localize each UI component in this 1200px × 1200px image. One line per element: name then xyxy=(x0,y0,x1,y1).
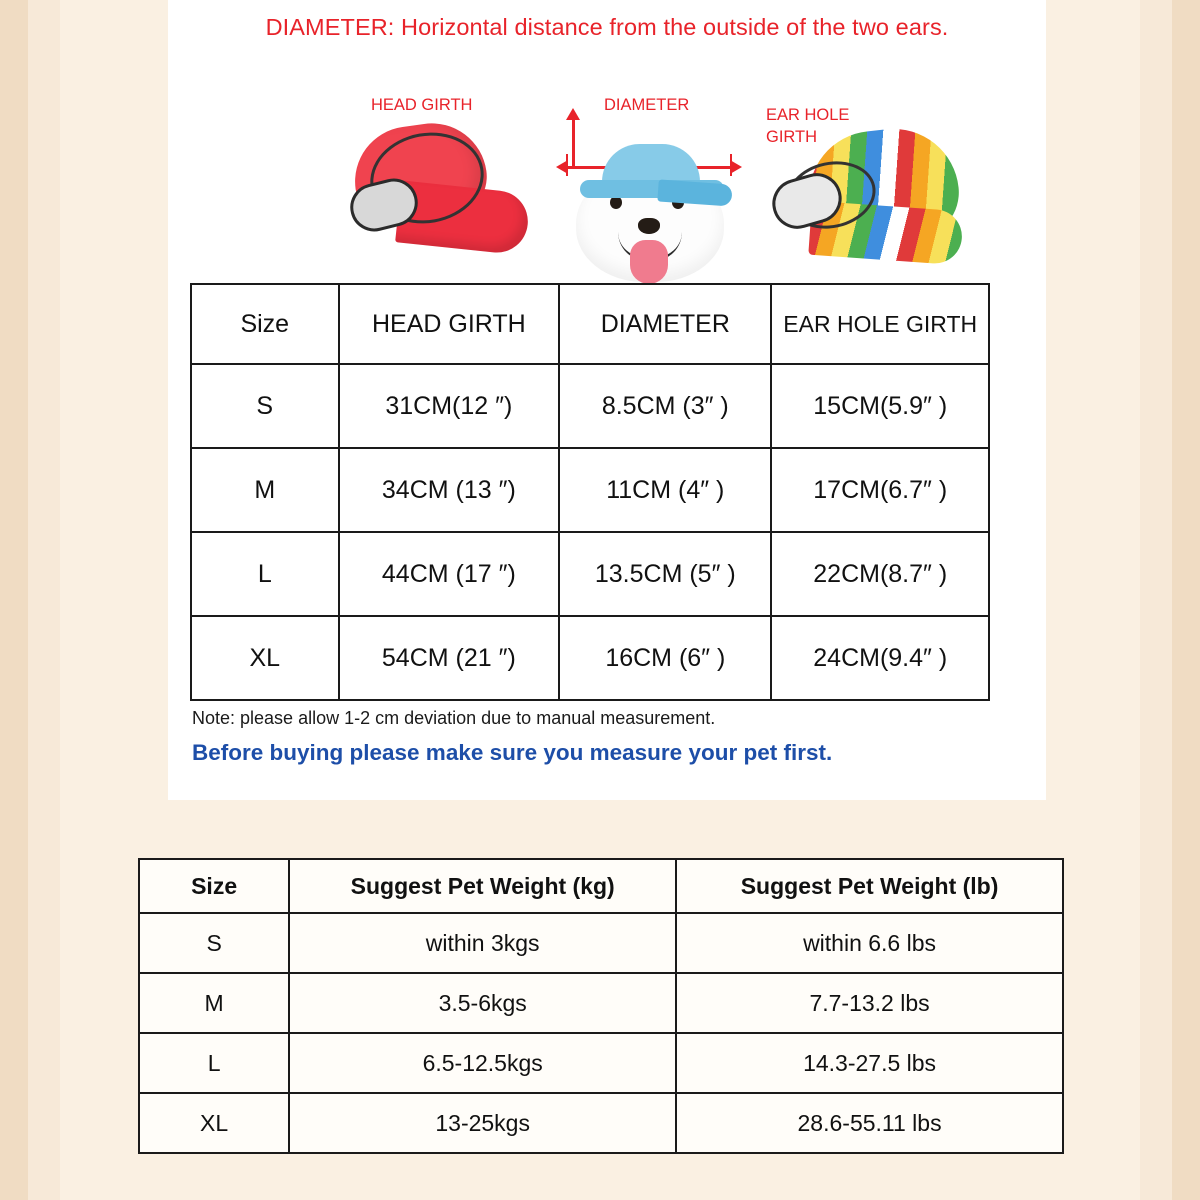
table-header-row xyxy=(191,284,989,364)
cell-size: XL xyxy=(139,1093,289,1153)
cell-ear-hole-girth: 24CM(9.4″ ) xyxy=(771,616,989,700)
suggested-weight-table xyxy=(138,858,1064,1154)
cell-ear-hole-girth: 22CM(8.7″ ) xyxy=(771,532,989,616)
cell-weight-lb: 7.7-13.2 lbs xyxy=(676,973,1063,1033)
red-cap-illustration xyxy=(346,125,532,260)
cell-ear-hole-girth: 17CM(6.7″ ) xyxy=(771,448,989,532)
cell-diameter: 16CM (6″ ) xyxy=(559,616,771,700)
dog-with-blue-hat-illustration xyxy=(558,110,748,282)
cell-size: S xyxy=(191,364,339,448)
table-row xyxy=(139,913,1063,973)
table-row xyxy=(191,448,989,532)
cell-weight-kg: 6.5-12.5kgs xyxy=(289,1033,676,1093)
rainbow-cap-illustration xyxy=(756,128,966,268)
cell-head-girth: 31CM(12 ″) xyxy=(339,364,560,448)
diameter-label: DIAMETER xyxy=(604,96,690,114)
cell-size: M xyxy=(191,448,339,532)
table-row xyxy=(139,1033,1063,1093)
cell-diameter: 13.5CM (5″ ) xyxy=(559,532,771,616)
cell-size: M xyxy=(139,973,289,1033)
cell-head-girth: 44CM (17 ″) xyxy=(339,532,560,616)
cell-weight-lb: 28.6-55.11 lbs xyxy=(676,1093,1063,1153)
cell-weight-kg: 13-25kgs xyxy=(289,1093,676,1153)
table-header-row xyxy=(139,859,1063,913)
header-size: Size xyxy=(191,284,339,364)
table-row xyxy=(139,973,1063,1033)
ear-hole-girth-label-line2: GIRTH xyxy=(766,128,818,146)
page-title: DIAMETER: Horizontal distance from the outside of the two ears. xyxy=(265,14,949,40)
head-girth-label: HEAD GIRTH xyxy=(371,96,473,114)
cell-weight-kg: 3.5-6kgs xyxy=(289,973,676,1033)
size-measurement-table xyxy=(190,283,990,701)
diameter-up-arrow xyxy=(572,118,575,166)
cell-weight-lb: within 6.6 lbs xyxy=(676,913,1063,973)
cell-weight-kg: within 3kgs xyxy=(289,913,676,973)
measure-first-note: Before buying please make sure you measure your pet first. xyxy=(192,740,833,765)
cell-size: S xyxy=(139,913,289,973)
cell-size: L xyxy=(191,532,339,616)
size-chart-card xyxy=(168,0,1046,800)
table-row xyxy=(191,364,989,448)
cell-size: L xyxy=(139,1033,289,1093)
header-weight-kg: Suggest Pet Weight (kg) xyxy=(289,859,676,913)
cell-head-girth: 54CM (21 ″) xyxy=(339,616,560,700)
dog-tongue xyxy=(630,240,668,284)
cell-head-girth: 34CM (13 ″) xyxy=(339,448,560,532)
header-ear-hole-girth: EAR HOLE GIRTH xyxy=(771,284,989,364)
cell-ear-hole-girth: 15CM(5.9″ ) xyxy=(771,364,989,448)
table-row xyxy=(139,1093,1063,1153)
cell-size: XL xyxy=(191,616,339,700)
table-row xyxy=(191,532,989,616)
deviation-note: Note: please allow 1-2 cm deviation due to manual measurement. xyxy=(192,708,716,728)
cell-weight-lb: 14.3-27.5 lbs xyxy=(676,1033,1063,1093)
header-weight-lb: Suggest Pet Weight (lb) xyxy=(676,859,1063,913)
cell-diameter: 8.5CM (3″ ) xyxy=(559,364,771,448)
cell-diameter: 11CM (4″ ) xyxy=(559,448,771,532)
header-size: Size xyxy=(139,859,289,913)
header-head-girth: HEAD GIRTH xyxy=(339,284,560,364)
table-row xyxy=(191,616,989,700)
ear-hole-girth-label-line1: EAR HOLE xyxy=(766,106,850,124)
measurement-diagram xyxy=(168,80,1046,280)
header-diameter: DIAMETER xyxy=(559,284,771,364)
